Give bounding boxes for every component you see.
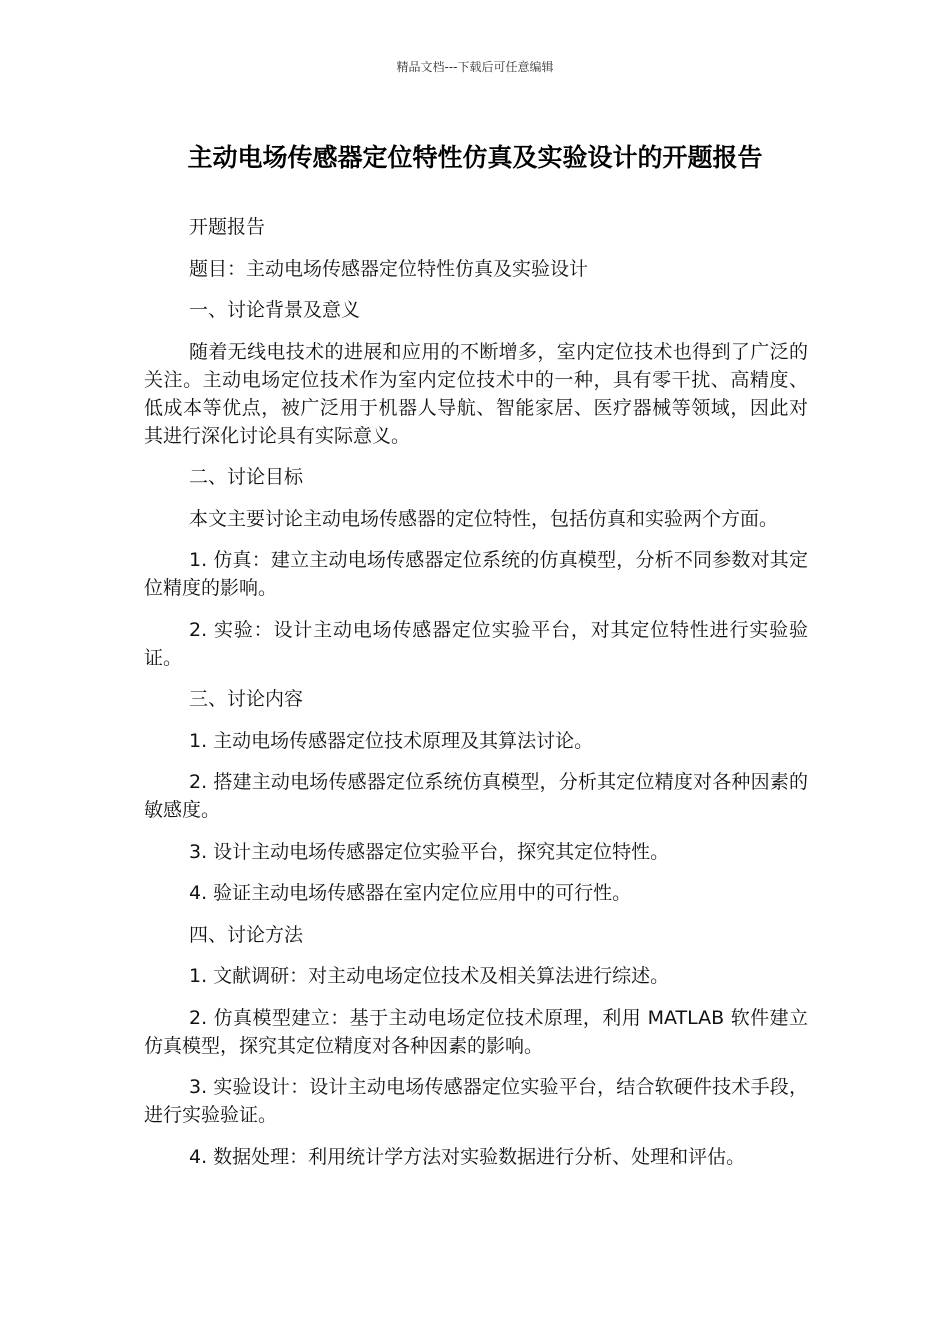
content-item-1: 1. 主动电场传感器定位技术原理及其算法讨论。: [189, 729, 594, 752]
document-body: [144, 213, 808, 1184]
page-header-note: 精品文档---下载后可任意编辑: [396, 60, 554, 74]
method-item-2: 2. 仿真模型建立：基于主动电场定位技术原理，利用 MATLAB 软件建立仿真模型，探究其定位精度对各种因素的影响。: [144, 1006, 808, 1057]
paragraph-report-label: 开题报告: [189, 216, 266, 238]
paragraph-background: 随着无线电技术的进展和应用的不断增多，室内定位技术也得到了广泛的关注。主动电场定位技术作为室内定位技术中的一种，具有零干扰、高精度、低成本等优点，被广泛用于机器人导航、智能家居、医疗器械等领域，因此对其进行深化讨论具有实际意义。: [144, 340, 808, 447]
paragraph-objectives: 本文主要讨论主动电场传感器的定位特性，包括仿真和实验两个方面。: [189, 507, 779, 530]
section-heading-background: 一、讨论背景及意义: [189, 299, 361, 321]
content-item-3: 3. 设计主动电场传感器定位实验平台，探究其定位特性。: [189, 840, 670, 863]
objective-item-simulation: 1. 仿真：建立主动电场传感器定位系统的仿真模型，分析不同参数对其定位精度的影响。: [144, 549, 808, 599]
section-heading-objectives: 二、讨论目标: [189, 466, 304, 488]
method-item-4: 4. 数据处理：利用统计学方法对实验数据进行分析、处理和评估。: [189, 1145, 746, 1168]
section-heading-content: 三、讨论内容: [189, 688, 304, 710]
content-item-2: 2. 搭建主动电场传感器定位系统仿真模型，分析其定位精度对各种因素的敏感度。: [144, 771, 808, 821]
method-item-3: 3. 实验设计：设计主动电场传感器定位实验平台，结合软硬件技术手段，进行实验验证。: [144, 1076, 808, 1126]
objective-item-experiment: 2. 实验：设计主动电场传感器定位实验平台，对其定位特性进行实验验证。: [144, 618, 808, 669]
section-heading-methods: 四、讨论方法: [189, 923, 304, 946]
method-item-1: 1. 文献调研：对主动电场定位技术及相关算法进行综述。: [189, 965, 670, 987]
document-title: 主动电场传感器定位特性仿真及实验设计的开题报告: [187, 143, 763, 172]
content-item-4: 4. 验证主动电场传感器在室内定位应用中的可行性。: [189, 882, 632, 904]
paragraph-topic: 题目：主动电场传感器定位特性仿真及实验设计: [189, 257, 589, 280]
